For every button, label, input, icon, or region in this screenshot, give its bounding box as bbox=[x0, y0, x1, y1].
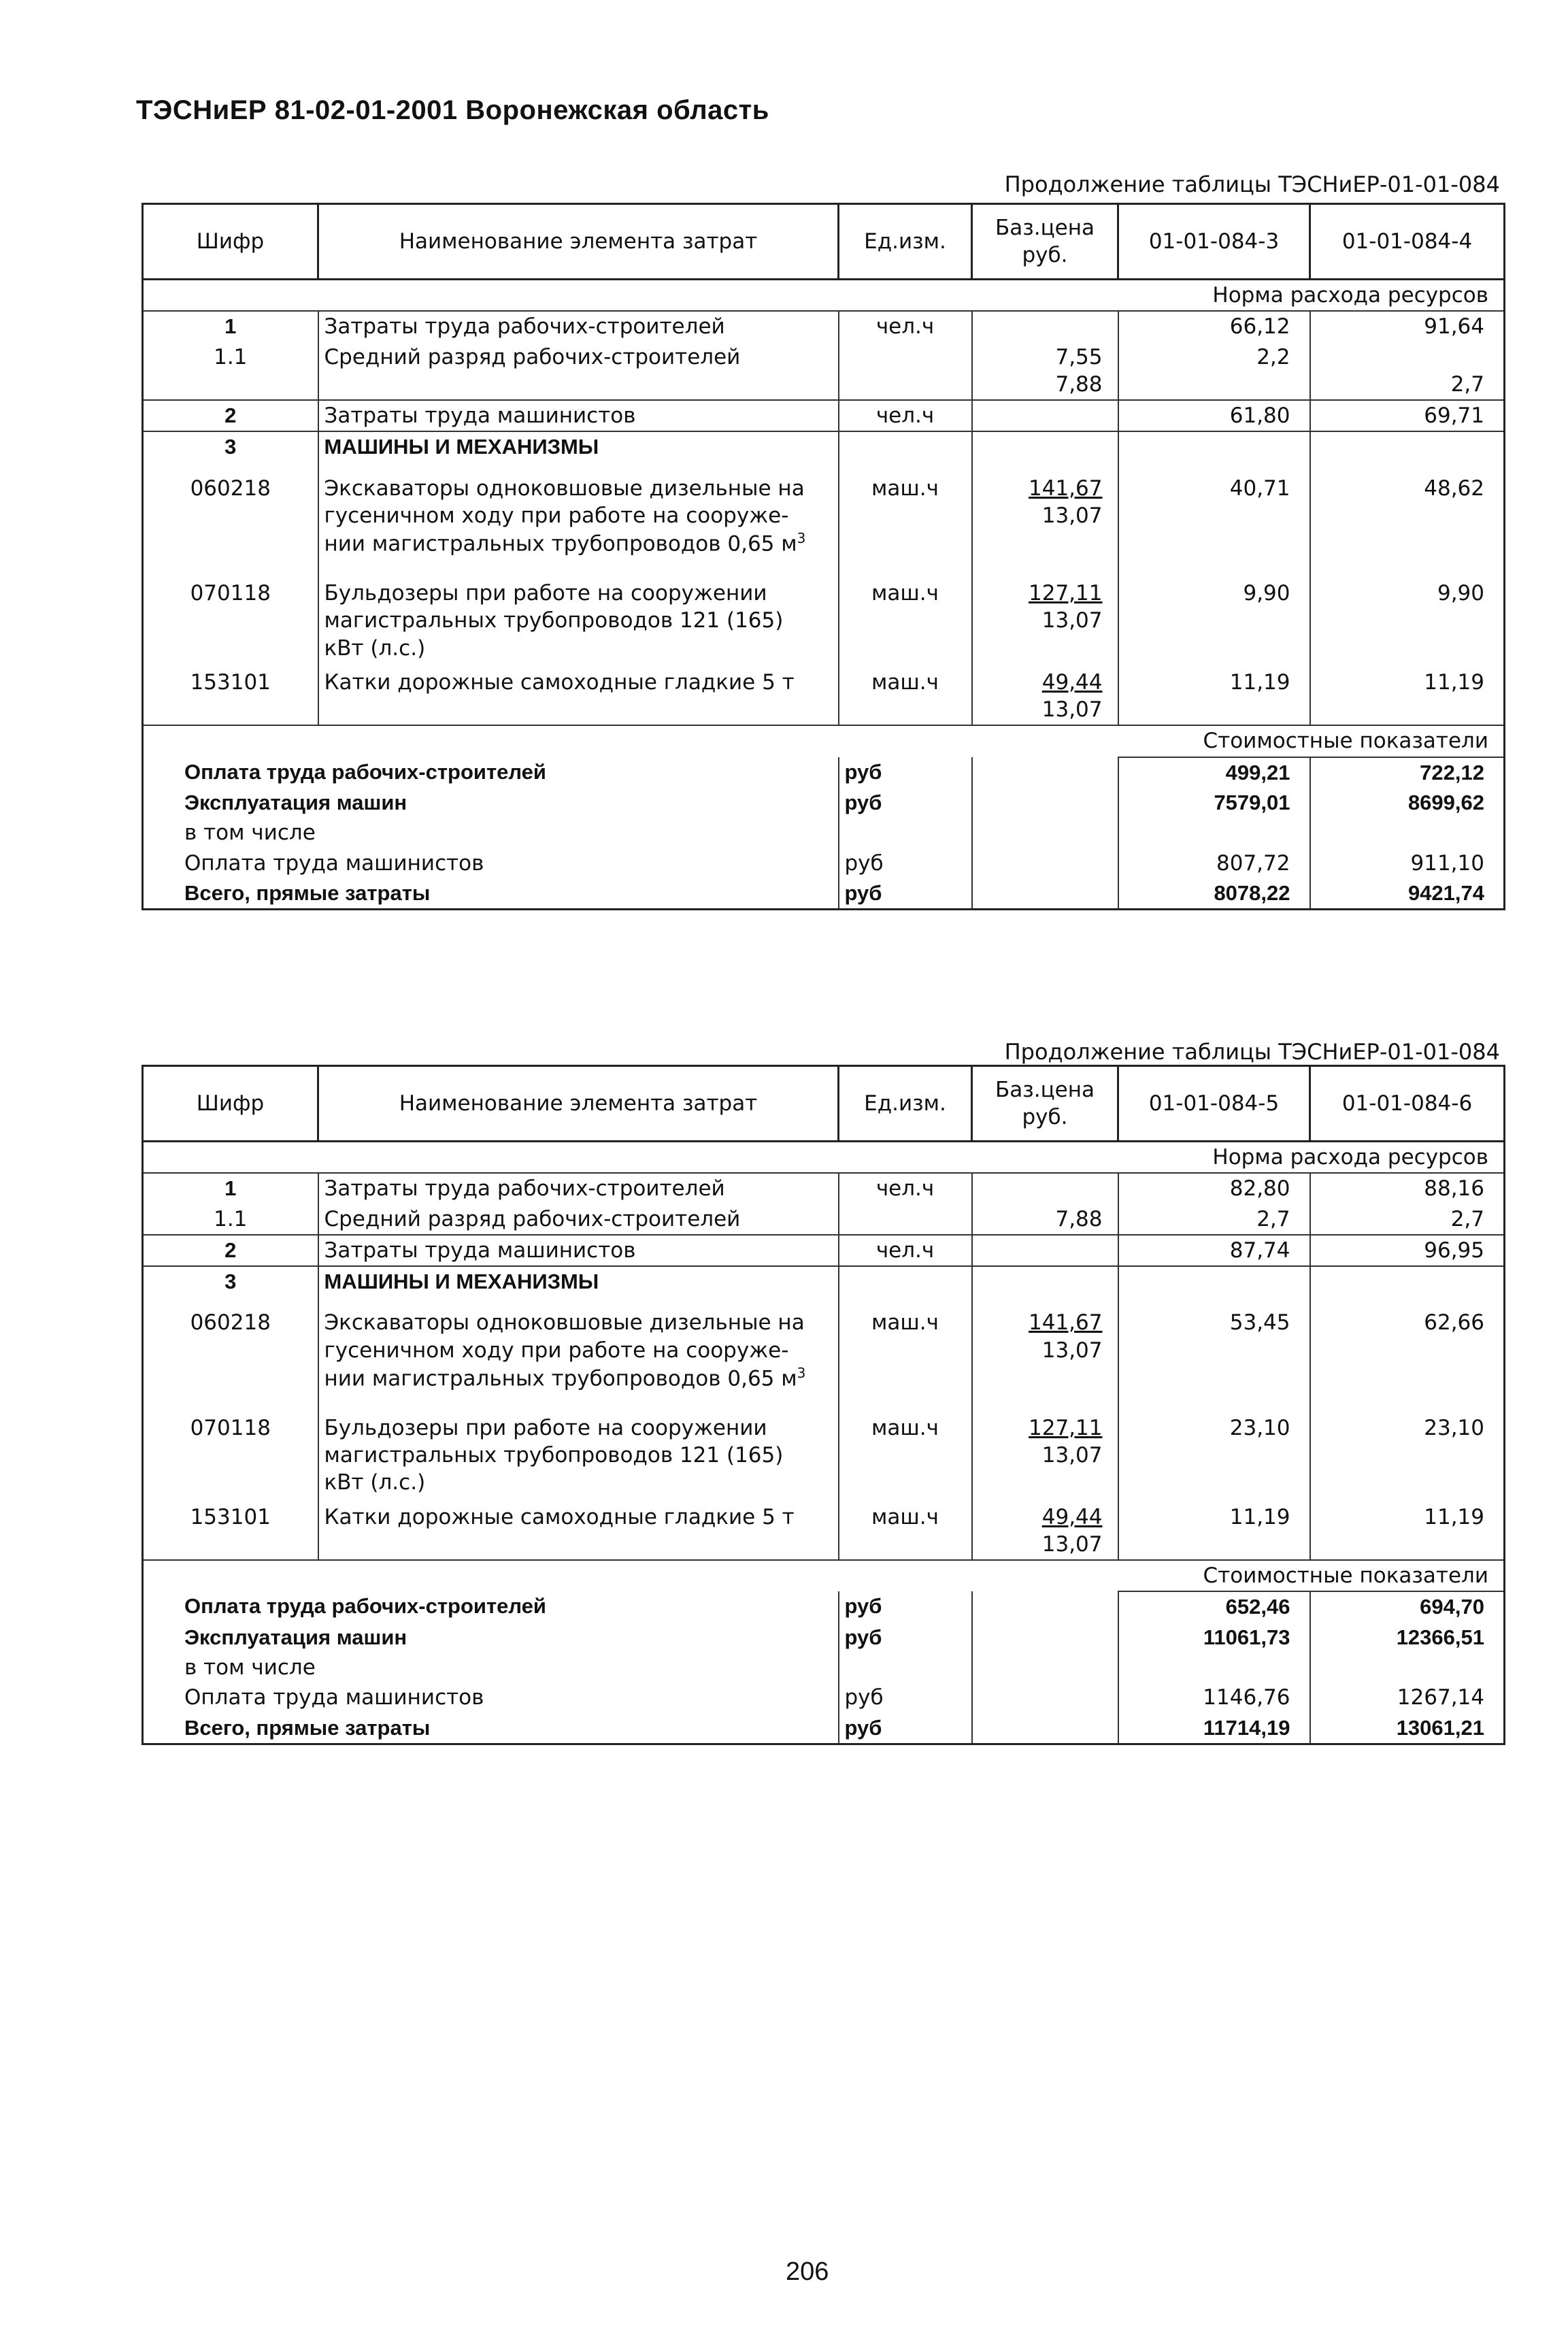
table-continuation-caption: Продолжение таблицы ТЭСНиЕР-01-01-084 bbox=[1004, 171, 1500, 197]
table-row: 1.1 Средний разряд рабочих-строителей 7,88 2,7 2,7 bbox=[143, 1204, 1505, 1235]
table-row: 153101 Катки дорожные самоходные гладкие 5 т маш.ч 49,44 13,07 11,19 11,19 bbox=[143, 1502, 1505, 1561]
header-name: Наименование элемента затрат bbox=[318, 1066, 839, 1142]
table-row: 1 Затраты труда рабочих-строителей чел.ч 66,12 91,64 bbox=[143, 311, 1505, 342]
header-col-a: 01-01-084-5 bbox=[1118, 1066, 1310, 1142]
section-norm-label: Норма расхода ресурсов bbox=[1118, 280, 1505, 312]
page-number: 206 bbox=[786, 2257, 829, 2286]
header-code: Шифр bbox=[143, 1066, 318, 1142]
table-row: 070118 Бульдозеры при работе на сооружении магистральных трубопроводов 121 (165) кВт (л.с.) маш.ч 127,11 13,07 23,10 23,10 bbox=[143, 1413, 1505, 1502]
header-col-b: 01-01-084-4 bbox=[1310, 204, 1505, 280]
header-col-a: 01-01-084-3 bbox=[1118, 204, 1310, 280]
section-cost-label: Стоимостные показатели bbox=[1118, 1560, 1505, 1591]
header-name: Наименование элемента затрат bbox=[318, 204, 839, 280]
section-cost-row bbox=[143, 725, 1505, 757]
section-norm-label: Норма расхода ресурсов bbox=[1118, 1142, 1505, 1174]
table-row: 1.1 Средний разряд рабочих-строителей 7,55 7,88 2,2 2,7 bbox=[143, 342, 1505, 401]
table-header-row bbox=[143, 204, 1505, 280]
summary-row: Эксплуатация машин руб 11061,73 12366,51 bbox=[143, 1623, 1505, 1653]
summary-row: Оплата труда машинистов руб 807,72 911,10 bbox=[143, 848, 1505, 878]
section-cost-row bbox=[143, 1560, 1505, 1591]
table-row: 070118 Бульдозеры при работе на сооружении магистральных трубопроводов 121 (165) кВт (л.с.) маш.ч 127,11 13,07 9,90 9,90 bbox=[143, 578, 1505, 667]
table-row: 3 МАШИНЫ И МЕХАНИЗМЫ bbox=[143, 431, 1505, 462]
table-row: 1 Затраты труда рабочих-строителей чел.ч 82,80 88,16 bbox=[143, 1173, 1505, 1204]
section-norm-row bbox=[143, 280, 1505, 312]
table-row: 060218 Экскаваторы одноковшовые дизельные на гусеничном ходу при работе на сооруже- нии магистральных трубопроводов 0,65 $м^3$ маш.ч 141,67 13,07 53,45 62,66 bbox=[143, 1297, 1505, 1412]
table-row: 3 МАШИНЫ И МЕХАНИЗМЫ bbox=[143, 1266, 1505, 1297]
table-row: 153101 Катки дорожные самоходные гладкие 5 т маш.ч 49,44 13,07 11,19 11,19 bbox=[143, 667, 1505, 726]
summary-row: в том числе bbox=[143, 818, 1505, 848]
summary-row: Всего, прямые затраты руб 8078,22 9421,74 bbox=[143, 878, 1505, 910]
summary-row: Оплата труда рабочих-строителей руб 652,46 694,70 bbox=[143, 1591, 1505, 1622]
table-row: 2 Затраты труда машинистов чел.ч 61,80 69,71 bbox=[143, 400, 1505, 431]
table-continuation-caption: Продолжение таблицы ТЭСНиЕР-01-01-084 bbox=[1004, 1039, 1500, 1065]
document-title: ТЭСНиЕР 81-02-01-2001 Воронежская область bbox=[136, 95, 769, 125]
header-unit: Ед.изм. bbox=[839, 1066, 972, 1142]
resource-table-1 bbox=[141, 203, 1505, 910]
section-norm-row bbox=[143, 1142, 1505, 1174]
summary-row: Всего, прямые затраты руб 11714,19 13061,21 bbox=[143, 1713, 1505, 1744]
header-col-b: 01-01-084-6 bbox=[1310, 1066, 1505, 1142]
header-price: Баз.цена руб. bbox=[972, 204, 1118, 280]
summary-row: Оплата труда рабочих-строителей руб 499,21 722,12 bbox=[143, 757, 1505, 788]
summary-row: в том числе bbox=[143, 1653, 1505, 1683]
summary-row: Оплата труда машинистов руб 1146,76 1267,14 bbox=[143, 1683, 1505, 1712]
table-header-row bbox=[143, 1066, 1505, 1142]
table-row: 060218 Экскаваторы одноковшовые дизельные на гусеничном ходу при работе на сооруже- нии магистральных трубопроводов 0,65 $м^3$ маш.ч 141,67 13,07 40,71 48,62 bbox=[143, 463, 1505, 578]
header-code: Шифр bbox=[143, 204, 318, 280]
table-row: 2 Затраты труда машинистов чел.ч 87,74 96,95 bbox=[143, 1235, 1505, 1266]
summary-row: Эксплуатация машин руб 7579,01 8699,62 bbox=[143, 788, 1505, 818]
resource-table-2 bbox=[141, 1065, 1505, 1745]
section-cost-label: Стоимостные показатели bbox=[1118, 725, 1505, 757]
header-price: Баз.цена руб. bbox=[972, 1066, 1118, 1142]
header-unit: Ед.изм. bbox=[839, 204, 972, 280]
